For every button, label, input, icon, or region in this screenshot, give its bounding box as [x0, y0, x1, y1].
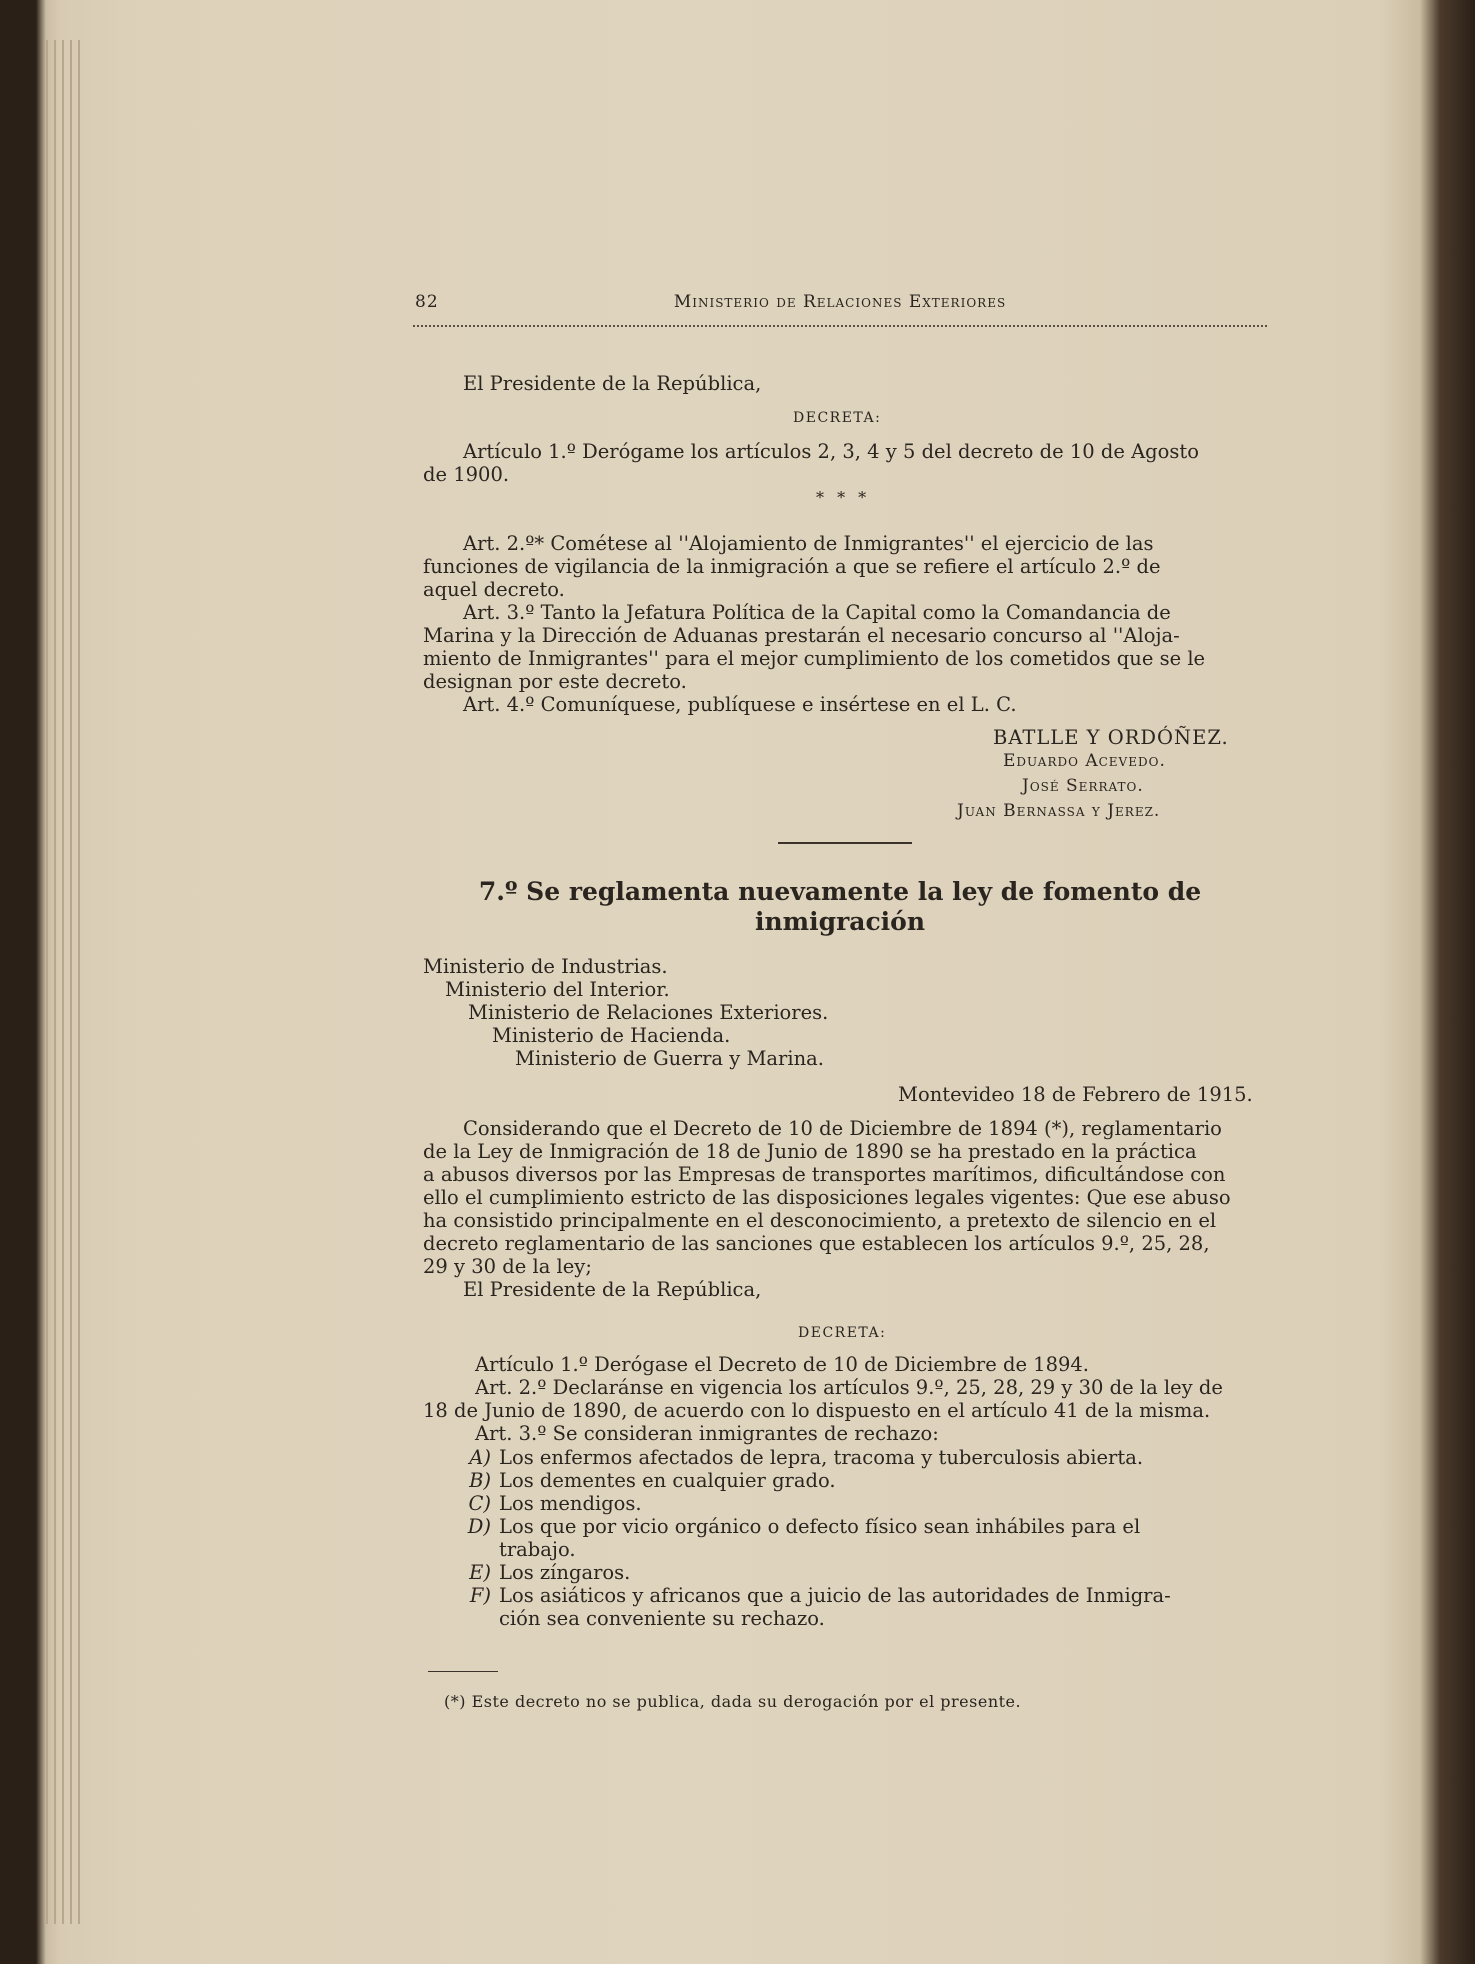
considerando-line: Considerando que el Decreto de 10 de Diciembre de 1894 (*), reglamentario: [463, 1117, 1222, 1140]
section-title: inmigración: [754, 907, 926, 936]
page-edge: [78, 40, 80, 1924]
signature: José Serrato.: [1022, 776, 1144, 796]
item-continuation: ción sea conveniente su rechazo.: [499, 1607, 825, 1630]
considerando-line: a abusos diversos por las Empresas de transportes marítimos, dificultándose con: [423, 1163, 1226, 1186]
asterisks: * * *: [816, 488, 871, 507]
signature: Juan Bernassa y Jerez.: [957, 801, 1161, 821]
page-edge: [54, 40, 56, 1924]
section-divider: [778, 842, 912, 844]
article-line: Art. 3.º Tanto la Jefatura Política de la Capital como la Comandancia de: [463, 601, 1171, 624]
page-edge: [62, 40, 64, 1924]
article-line: de 1900.: [423, 463, 510, 486]
ministry-line: Ministerio de Hacienda.: [492, 1024, 731, 1047]
item-text: Los asiáticos y africanos que a juicio de las autoridades de Inmigra-: [499, 1584, 1171, 1607]
article-line: miento de Inmigrantes'' para el mejor cumplimiento de los cometidos que se le: [423, 647, 1206, 670]
page-number: 82: [415, 292, 439, 312]
considerando-line: ello el cumplimiento estricto de las disposiciones legales vigentes: Que ese abuso: [423, 1186, 1231, 1209]
page-edge: [46, 40, 48, 1924]
item-letter: F): [469, 1584, 491, 1607]
item-letter: D): [467, 1515, 491, 1538]
item-text: Los dementes en cualquier grado.: [499, 1469, 836, 1492]
item-text: Los zíngaros.: [499, 1561, 631, 1584]
item-text: Los que por vicio orgánico o defecto físico sean inhábiles para el: [499, 1515, 1141, 1538]
date-line: Montevideo 18 de Febrero de 1915.: [898, 1083, 1253, 1106]
item-letter: B): [469, 1469, 491, 1492]
ministry-line: Ministerio de Relaciones Exteriores.: [468, 1001, 829, 1024]
article-line: Artículo 1.º Derógame los artículos 2, 3, 4 y 5 del decreto de 10 de Agosto: [463, 440, 1199, 463]
rejection-item: [457, 1492, 642, 1515]
header-rule: [413, 325, 1267, 327]
item-text: Los mendigos.: [499, 1492, 642, 1515]
considerando-line: ha consistido principalmente en el desconocimiento, a pretexto de silencio en el: [423, 1209, 1217, 1232]
article-line: Art. 2.º* Cométese al ''Alojamiento de Inmigrantes'' el ejercicio de las: [463, 532, 1154, 555]
president-intro: El Presidente de la República,: [463, 1278, 762, 1301]
item-letter: E): [469, 1561, 491, 1584]
rejection-item: [457, 1561, 630, 1584]
article-line: funciones de vigilancia de la inmigración a que se refiere el artículo 2.º de: [423, 555, 1161, 578]
considerando-line: de la Ley de Inmigración de 18 de Junio de 1890 se ha prestado en la práctica: [423, 1140, 1197, 1163]
signature: Eduardo Acevedo.: [1003, 751, 1166, 771]
decreta-heading: DECRETA:: [793, 410, 882, 426]
article-line: Art. 2.º Declaránse en vigencia los artículos 9.º, 25, 28, 29 y 30 de la ley de: [475, 1376, 1223, 1399]
article-line: Art. 3.º Se consideran inmigrantes de rechazo:: [475, 1422, 939, 1445]
rejection-item: [457, 1446, 1143, 1469]
article-line: Art. 4.º Comuníquese, publíquese e insértese en el L. C.: [463, 693, 1017, 716]
ministry-line: Ministerio de Guerra y Marina.: [515, 1047, 824, 1070]
footnote-rule: [428, 1671, 498, 1672]
rejection-item: [457, 1515, 1140, 1538]
decreta-heading: DECRETA:: [798, 1325, 887, 1341]
rejection-item: [457, 1584, 1171, 1607]
ministry-line: Ministerio del Interior.: [445, 978, 670, 1001]
item-text: Los enfermos afectados de lepra, tracoma y tuberculosis abierta.: [499, 1446, 1144, 1469]
article-line: Artículo 1.º Derógase el Decreto de 10 de Diciembre de 1894.: [475, 1353, 1090, 1376]
article-line: designan por este decreto.: [423, 670, 687, 693]
page-edge: [70, 40, 72, 1924]
footnote: (*) Este decreto no se publica, dada su derogación por el presente.: [444, 1692, 1022, 1711]
considerando-line: 29 y 30 de la ley;: [423, 1255, 592, 1278]
article-line: aquel decreto.: [423, 578, 565, 601]
article-line: Marina y la Dirección de Aduanas prestarán el necesario concurso al ''Aloja-: [423, 624, 1180, 647]
rejection-item: [457, 1469, 836, 1492]
section-title: 7.º Se reglamenta nuevamente la ley de fomento de: [478, 877, 1202, 906]
article-line: 18 de Junio de 1890, de acuerdo con lo dispuesto en el artículo 41 de la misma.: [423, 1399, 1211, 1422]
considerando-line: decreto reglamentario de las sanciones que establecen los artículos 9.º, 25, 28,: [423, 1232, 1210, 1255]
item-continuation: trabajo.: [499, 1538, 576, 1561]
running-title: Ministerio de Relaciones Exteriores: [673, 292, 1007, 312]
ministry-line: Ministerio de Industrias.: [423, 955, 668, 978]
president-intro: El Presidente de la República,: [463, 372, 762, 395]
signature: BATLLE Y ORDÓÑEZ.: [993, 726, 1229, 749]
item-letter: C): [468, 1492, 491, 1515]
item-letter: A): [469, 1446, 491, 1469]
